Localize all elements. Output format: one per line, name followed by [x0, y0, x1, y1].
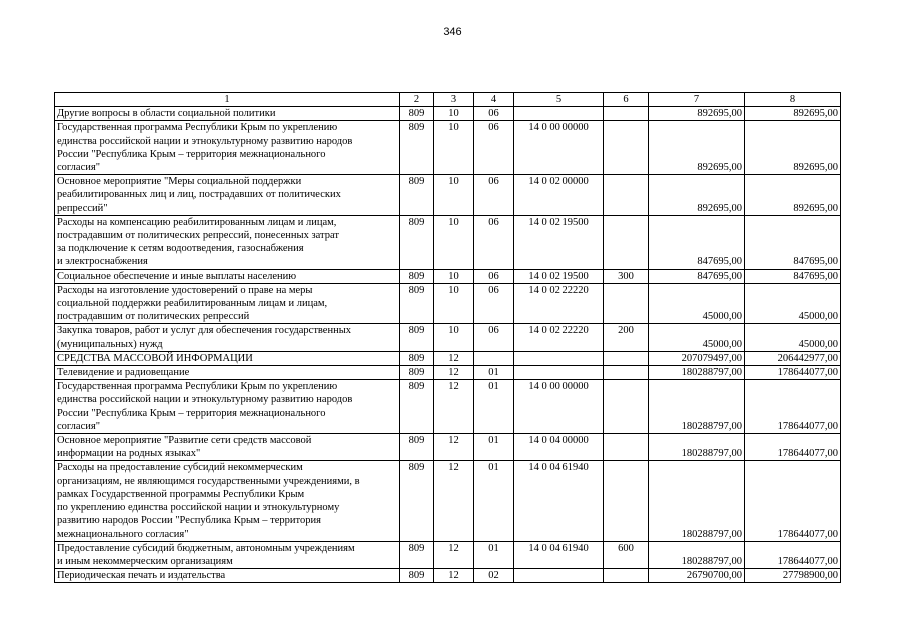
row-name-cell: Государственная программа Республики Крым по укреплению единства российской нации и этнокультурному развитию народов России "Республика Крым – территория межнационального согласия" — [55, 380, 400, 434]
column-header: 8 — [745, 93, 841, 107]
code-5-cell: 14 0 04 00000 — [514, 434, 604, 461]
amount-8-cell: 892695,00 — [745, 121, 841, 175]
amount-7-cell: 45000,00 — [649, 283, 745, 324]
code-3-cell: 10 — [434, 324, 474, 351]
code-3-cell: 12 — [434, 434, 474, 461]
code-6-cell — [604, 351, 649, 365]
code-3-cell: 10 — [434, 215, 474, 269]
amount-8-cell: 45000,00 — [745, 283, 841, 324]
code-2-cell: 809 — [400, 121, 434, 175]
amount-8-cell: 892695,00 — [745, 175, 841, 216]
code-4-cell — [474, 351, 514, 365]
code-2-cell: 809 — [400, 175, 434, 216]
amount-7-cell: 892695,00 — [649, 175, 745, 216]
table-body — [55, 107, 841, 583]
code-4-cell: 01 — [474, 434, 514, 461]
row-name-cell: Социальное обеспечение и иные выплаты населению — [55, 269, 400, 283]
amount-7-cell: 847695,00 — [649, 215, 745, 269]
table-row — [55, 366, 841, 380]
amount-8-cell: 847695,00 — [745, 215, 841, 269]
table-row — [55, 541, 841, 568]
code-4-cell: 01 — [474, 461, 514, 541]
code-6-cell — [604, 175, 649, 216]
code-6-cell — [604, 380, 649, 434]
amount-7-cell: 180288797,00 — [649, 434, 745, 461]
table-row — [55, 269, 841, 283]
amount-8-cell: 206442977,00 — [745, 351, 841, 365]
code-3-cell: 12 — [434, 569, 474, 583]
amount-8-cell: 178644077,00 — [745, 380, 841, 434]
code-3-cell: 10 — [434, 107, 474, 121]
code-4-cell: 06 — [474, 324, 514, 351]
code-5-cell: 14 0 04 61940 — [514, 541, 604, 568]
amount-7-cell: 26790700,00 — [649, 569, 745, 583]
row-name-cell: Предоставление субсидий бюджетным, автономным учреждениям и иным некоммерческим организациям — [55, 541, 400, 568]
amount-8-cell: 45000,00 — [745, 324, 841, 351]
code-6-cell: 600 — [604, 541, 649, 568]
row-name-cell: СРЕДСТВА МАССОВОЙ ИНФОРМАЦИИ — [55, 351, 400, 365]
code-6-cell — [604, 366, 649, 380]
row-name-cell: Расходы на компенсацию реабилитированным лицам и лицам, пострадавшим от политических репрессий, понесенных затрат за подключение к сетям водоотведения, газоснабжения и электроснабжения — [55, 215, 400, 269]
code-2-cell: 809 — [400, 269, 434, 283]
column-header: 7 — [649, 93, 745, 107]
amount-7-cell: 892695,00 — [649, 121, 745, 175]
code-3-cell: 10 — [434, 283, 474, 324]
code-5-cell: 14 0 00 00000 — [514, 380, 604, 434]
table-row — [55, 434, 841, 461]
code-2-cell: 809 — [400, 324, 434, 351]
code-4-cell: 06 — [474, 121, 514, 175]
table-row — [55, 175, 841, 216]
code-6-cell — [604, 283, 649, 324]
budget-table — [54, 92, 841, 583]
amount-8-cell: 178644077,00 — [745, 434, 841, 461]
row-name-cell: Расходы на изготовление удостоверений о праве на меры социальной поддержки реабилитированным лицам и лицам, пострадавшим от политических репрессий — [55, 283, 400, 324]
table-row — [55, 461, 841, 541]
amount-7-cell: 45000,00 — [649, 324, 745, 351]
code-4-cell: 02 — [474, 569, 514, 583]
code-2-cell: 809 — [400, 461, 434, 541]
amount-7-cell: 180288797,00 — [649, 541, 745, 568]
row-name-cell: Закупка товаров, работ и услуг для обеспечения государственных (муниципальных) нужд — [55, 324, 400, 351]
column-header: 4 — [474, 93, 514, 107]
code-5-cell — [514, 107, 604, 121]
code-4-cell: 06 — [474, 215, 514, 269]
page-number: 346 — [443, 26, 462, 38]
amount-7-cell: 180288797,00 — [649, 380, 745, 434]
code-2-cell: 809 — [400, 380, 434, 434]
amount-8-cell: 27798900,00 — [745, 569, 841, 583]
row-name-cell: Государственная программа Республики Крым по укреплению единства российской нации и этнокультурному развитию народов России "Республика Крым – территория межнационального согласия" — [55, 121, 400, 175]
code-5-cell: 14 0 02 00000 — [514, 175, 604, 216]
code-5-cell — [514, 569, 604, 583]
column-header: 6 — [604, 93, 649, 107]
table-row — [55, 121, 841, 175]
column-header: 1 — [55, 93, 400, 107]
amount-8-cell: 847695,00 — [745, 269, 841, 283]
code-5-cell: 14 0 00 00000 — [514, 121, 604, 175]
code-5-cell — [514, 366, 604, 380]
code-6-cell — [604, 107, 649, 121]
table-row — [55, 107, 841, 121]
code-2-cell: 809 — [400, 283, 434, 324]
code-4-cell: 06 — [474, 283, 514, 324]
code-2-cell: 809 — [400, 107, 434, 121]
code-3-cell: 12 — [434, 380, 474, 434]
column-header: 3 — [434, 93, 474, 107]
code-3-cell: 12 — [434, 351, 474, 365]
table-row — [55, 380, 841, 434]
code-2-cell: 809 — [400, 569, 434, 583]
amount-7-cell: 180288797,00 — [649, 461, 745, 541]
code-6-cell: 300 — [604, 269, 649, 283]
amount-8-cell: 178644077,00 — [745, 541, 841, 568]
code-5-cell: 14 0 04 61940 — [514, 461, 604, 541]
code-5-cell: 14 0 02 19500 — [514, 269, 604, 283]
amount-8-cell: 178644077,00 — [745, 461, 841, 541]
amount-7-cell: 180288797,00 — [649, 366, 745, 380]
code-3-cell: 10 — [434, 121, 474, 175]
code-6-cell: 200 — [604, 324, 649, 351]
code-2-cell: 809 — [400, 541, 434, 568]
table-row — [55, 324, 841, 351]
table-row — [55, 283, 841, 324]
row-name-cell: Расходы на предоставление субсидий некоммерческим организациям, не являющимся государственными учреждениями, в рамках Государственной программы Республики Крым по укреплению единства российской нации и этнокультурному развитию народов России "Республика Крым – территория межнационального согласия" — [55, 461, 400, 541]
code-2-cell: 809 — [400, 215, 434, 269]
code-6-cell — [604, 434, 649, 461]
row-name-cell: Периодическая печать и издательства — [55, 569, 400, 583]
code-6-cell — [604, 215, 649, 269]
table-row — [55, 351, 841, 365]
code-6-cell — [604, 121, 649, 175]
amount-8-cell: 178644077,00 — [745, 366, 841, 380]
column-header: 2 — [400, 93, 434, 107]
code-5-cell: 14 0 02 22220 — [514, 324, 604, 351]
amount-8-cell: 892695,00 — [745, 107, 841, 121]
code-3-cell: 10 — [434, 175, 474, 216]
code-2-cell: 809 — [400, 434, 434, 461]
row-name-cell: Основное мероприятие "Развитие сети средств массовой информации на родных языках" — [55, 434, 400, 461]
code-4-cell: 06 — [474, 269, 514, 283]
code-5-cell: 14 0 02 22220 — [514, 283, 604, 324]
code-4-cell: 01 — [474, 366, 514, 380]
code-3-cell: 12 — [434, 541, 474, 568]
table-row — [55, 215, 841, 269]
code-4-cell: 06 — [474, 107, 514, 121]
code-5-cell: 14 0 02 19500 — [514, 215, 604, 269]
amount-7-cell: 847695,00 — [649, 269, 745, 283]
code-3-cell: 12 — [434, 461, 474, 541]
table-row — [55, 569, 841, 583]
code-3-cell: 12 — [434, 366, 474, 380]
amount-7-cell: 207079497,00 — [649, 351, 745, 365]
code-2-cell: 809 — [400, 366, 434, 380]
code-4-cell: 06 — [474, 175, 514, 216]
code-6-cell — [604, 461, 649, 541]
table-header-row — [55, 93, 841, 107]
code-5-cell — [514, 351, 604, 365]
row-name-cell: Телевидение и радиовещание — [55, 366, 400, 380]
code-3-cell: 10 — [434, 269, 474, 283]
amount-7-cell: 892695,00 — [649, 107, 745, 121]
code-4-cell: 01 — [474, 380, 514, 434]
row-name-cell: Основное мероприятие "Меры социальной поддержки реабилитированных лиц и лиц, пострадавших от политических репрессий" — [55, 175, 400, 216]
column-header: 5 — [514, 93, 604, 107]
row-name-cell: Другие вопросы в области социальной политики — [55, 107, 400, 121]
code-6-cell — [604, 569, 649, 583]
code-4-cell: 01 — [474, 541, 514, 568]
code-2-cell: 809 — [400, 351, 434, 365]
